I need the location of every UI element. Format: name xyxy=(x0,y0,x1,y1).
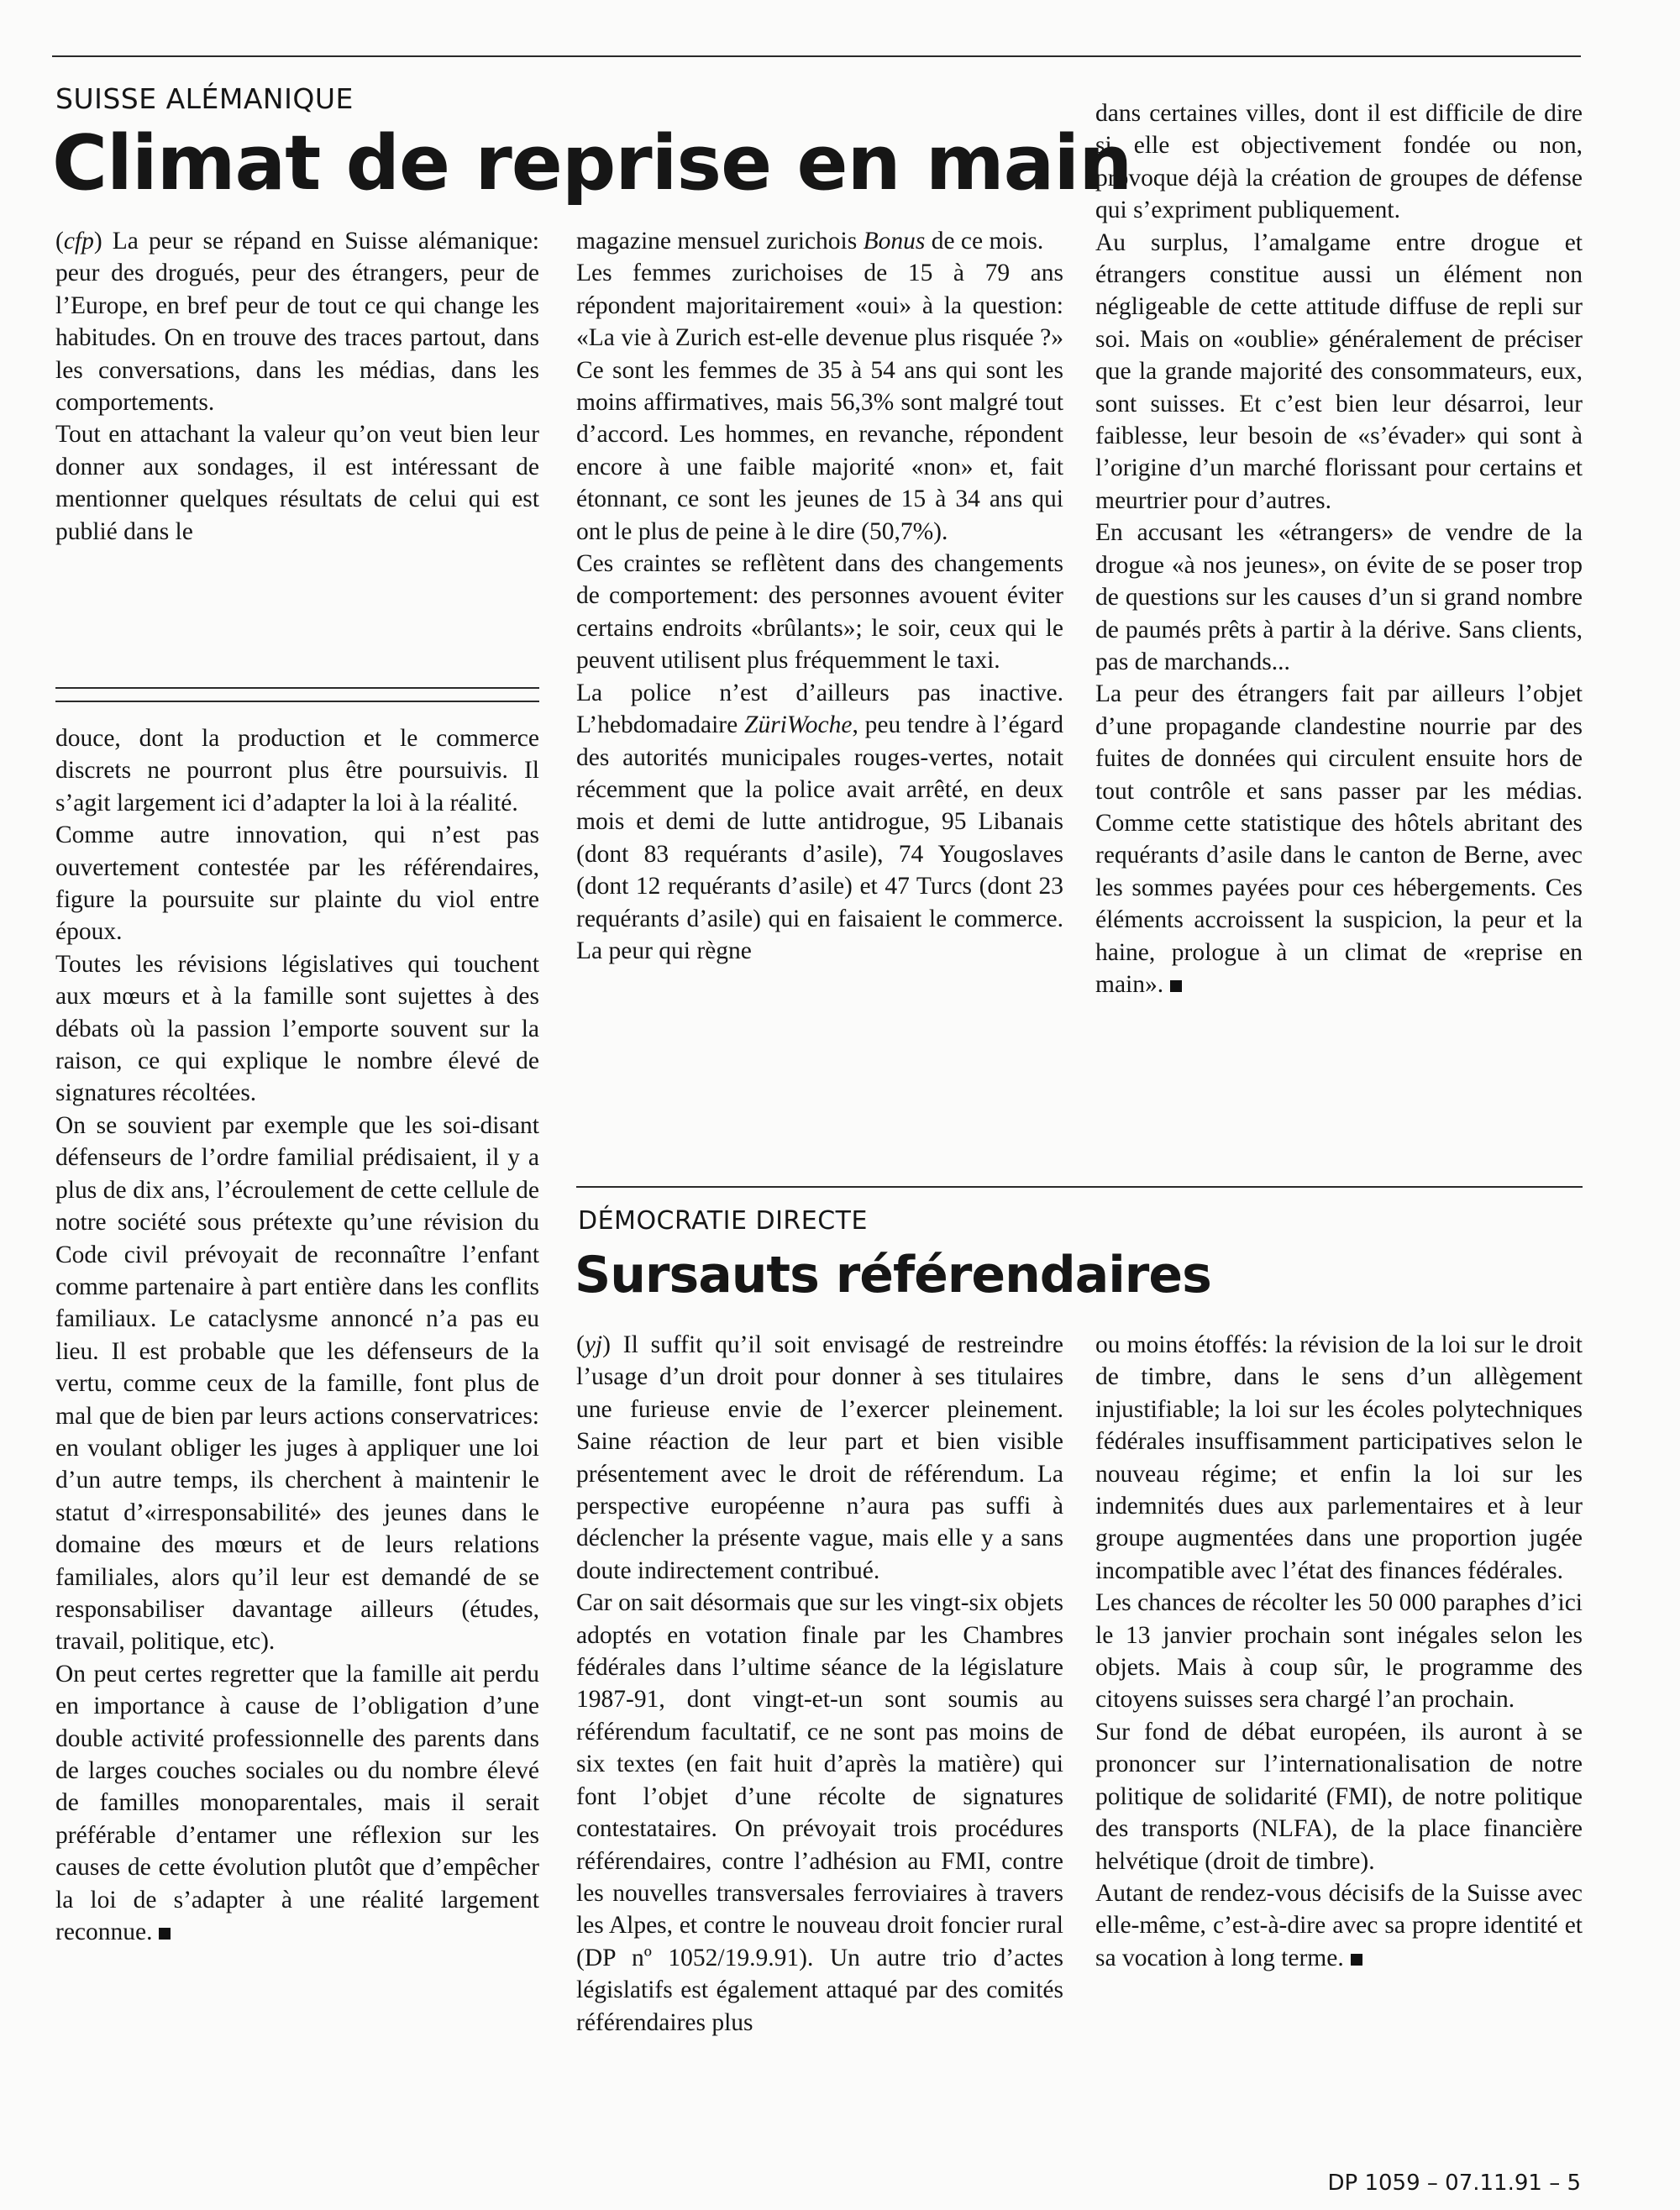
article1-paragraph: Au surplus, l’amalgame entre drogue et étrangers constitue aussi un élément non négligeable de cette attitude diffuse de repli sur soi. Mais on «oublie» généralement de préciser que la grande majorité des consommateurs, eux, sont suisses. Et c’est bien leur désarroi, leur faiblesse, leur besoin de «s’évader» qui sont à l’origine d’un marché florissant pour certains et meurtrier pour d’autres. xyxy=(1095,228,1583,514)
article2-paragraph: Car on sait désormais que sur les vingt-six objets adoptés en votation finale par les Chambres fédérales dans l’ultime séance de la législature 1987-91, dont vingt-et-un sont soumis au référendum facultatif, ce ne sont pas moins de six textes (en fait huit d’après la matière) qui font l’objet d’une récolte de signatures contestataires. On prévoyait trois procédures référendaires, contre l’adhésion au FMI, contre les nouvelles transversales ferroviaires à travers les Alpes, et contre le nouveau droit foncier rural (DP nº 1052/19.9.91). Un autre trio d’actes législatifs est également attaqué par des comités référendaires plus xyxy=(576,1589,1063,2036)
article1-paragraph: La police n’est d’ailleurs pas inactive. L’hebdomadaire ZüriWoche, peu tendre à l’égard des autorités municipales rouges-vertes, notait récemment que la police avait arrêté, en deux mois et demi de lutte antidrogue, 95 Libanais (dont 83 requérants d’asile), 74 Yougoslaves (dont 12 requérants d’asile) et 47 Turcs (dont 23 requérants d’asile) qui en faisaient le commerce. La peur qui règne xyxy=(576,679,1063,964)
article1-paragraph: Ces craintes se reflètent dans des changements de comportement: des personnes avouent éviter certains endroits «brûlants»; le soir, ceux qui le peuvent utilisent plus fréquemment le taxi. xyxy=(576,550,1063,675)
article1-title: Climat de reprise en main xyxy=(52,119,1132,207)
article2-column-2 xyxy=(1095,1329,1583,1974)
article2-paragraph: ou moins étoffés: la révision de la loi sur le droit de timbre, dans le sens d’un allègement injustifiable; la loi sur les écoles polytechniques fédérales insuffisamment participatives selon le nouveau régime; et enfin la loi sur les indemnités dues aux parlementaires et à leur groupe augmentées dans une proportion jugée incompatible avec l’état des finances fédérales. xyxy=(1095,1331,1583,1584)
article1-paragraph: En accusant les «étrangers» de vendre de la drogue «à nos jeunes», on évite de se poser trop de questions sur les causes d’un si grand nombre de paumés prêts à partir à la dérive. Sans clients, pas de marchands... xyxy=(1095,519,1583,675)
continuation-rule-top xyxy=(55,687,539,689)
top-rule xyxy=(52,55,1581,57)
magazine-title: Bonus xyxy=(863,228,926,255)
article1-kicker: SUISSE ALÉMANIQUE xyxy=(55,82,354,115)
article1-paragraph: (cfp) La peur se répand en Suisse alémanique: peur des drogués, peur des étrangers, peur de l’Europe, en bref peur de tout ce qui change les habitudes. On en trouve des traces partout, dans les conversations, dans les médias, dans les comportements. xyxy=(55,228,539,417)
author-initials: cfp xyxy=(63,228,94,255)
article1-column-3 xyxy=(1095,97,1583,1000)
article1-paragraph: dans certaines villes, dont il est difficile de dire si elle est objectivement fondée ou non, provoque déjà la création de groupes de défense qui s’expriment publiquement. xyxy=(1095,100,1583,224)
end-mark-icon xyxy=(159,1928,171,1940)
continuation-paragraph: On peut certes regretter que la famille ait perdu en importance à cause de l’obligation d’une double activité professionnelle des parents dans de larges couches sociales ou du nombre élevé de familles monoparentales, mais il serait préférable d’entamer une réflexion sur les causes de cette évolution plutôt que d’empêcher la loi de s’adapter à une réalité largement reconnue. xyxy=(55,1660,539,1946)
article2-kicker: DÉMOCRATIE DIRECTE xyxy=(578,1206,868,1236)
article2-column-1 xyxy=(576,1329,1063,2039)
article2-paragraph: Sur fond de débat européen, ils auront à se prononcer sur l’internationalisation de notre politique de solidarité (FMI), de notre politique des transports (NLFA), de la place financière helvétique (droit de timbre). xyxy=(1095,1718,1583,1875)
article2-top-rule xyxy=(576,1186,1583,1188)
continuation-column xyxy=(55,722,539,1948)
article1-paragraph: La peur des étrangers fait par ailleurs l’objet d’une propagande clandestine nourrie par des fuites de données qui circulent ensuite hors de tout contrôle et sans passer par les médias. Comme cette statistique des hôtels abritant des requérants d’asile dans le canton de Berne, avec les sommes payées pour ces hébergements. Ces éléments accroissent la suspicion, la peur et la haine, prologue à un climat de «reprise en main». xyxy=(1095,680,1583,998)
page-folio: DP 1059 – 07.11.91 – 5 xyxy=(1327,2171,1581,2196)
article1-column-2 xyxy=(576,225,1063,967)
continuation-paragraph: On se souvient par exemple que les soi-disant défenseurs de l’ordre familial prédisaient, il y a plus de dix ans, l’écroulement de cette cellule de notre société sous prétexte qu’une révision du Code civil prévoyait de reconnaître l’enfant comme partenaire à part entière dans les conflits familiaux. Le cataclysme annoncé n’a pas eu lieu. Il est probable que les défenseurs de la vertu, comme ceux de la famille, font plus de mal que de bien par leurs actions conservatrices: en voulant obliger les juges à appliquer une loi d’un autre temps, ils cherchent à maintenir le statut d’«irresponsabilité» des jeunes dans le domaine des mœurs et de leurs relations familiales, alors qu’il leur est demandé de se responsabiliser davantage ailleurs (études, travail, politique, etc). xyxy=(55,1111,539,1656)
article1-paragraph: Tout en attachant la valeur qu’on veut bien leur donner aux sondages, il est intéressant de mentionner quelques résultats de celui qui est publié dans le xyxy=(55,421,539,545)
article1-column-1 xyxy=(55,225,539,548)
article1-paragraph: magazine mensuel zurichois Bonus de ce mois. xyxy=(576,228,1044,255)
article2-paragraph: Les chances de récolter les 50 000 paraphes d’ici le 13 janvier prochain sont inégales selon les objets. Mais à coup sûr, le programme des citoyens suisses sera chargé l’an prochain. xyxy=(1095,1589,1583,1714)
end-mark-icon xyxy=(1170,980,1182,992)
article2-title: Sursauts référendaires xyxy=(575,1246,1211,1304)
continuation-paragraph: Comme autre innovation, qui n’est pas ouvertement contestée par les référendaires, figure la poursuite sur plainte du viol entre époux. xyxy=(55,822,539,946)
continuation-rule-bottom xyxy=(55,701,539,702)
article2-paragraph: Autant de rendez-vous décisifs de la Suisse avec elle-même, c’est-à-dire avec sa propre identité et sa vocation à long terme. xyxy=(1095,1879,1583,1971)
continuation-paragraph: douce, dont la production et le commerce discrets ne pourront plus être poursuivis. Il s’agit largement ici d’adapter la loi à la réalité. xyxy=(55,725,539,816)
newspaper-title: ZüriWoche xyxy=(744,711,853,739)
article2-paragraph: (yj) Il suffit qu’il soit envisagé de restreindre l’usage d’un droit pour donner à ses titulaires une furieuse envie de l’exercer pleinement. Saine réaction de leur part et bien visible présentement avec le droit de référendum. La perspective européenne n’aura pas suffi à déclencher la présente vague, mais elle y a sans doute indirectement contribué. xyxy=(576,1331,1063,1584)
article1-paragraph: Les femmes zurichoises de 15 à 79 ans répondent majoritairement «oui» à la question: «La vie à Zurich est-elle devenue plus risquée ?» Ce sont les femmes de 35 à 54 ans qui sont les moins affirmatives, mais 56,3% sont malgré tout d’accord. Les hommes, en revanche, répondent encore à une faible majorité «non» et, fait étonnant, ce sont les jeunes de 15 à 34 ans qui ont le plus de peine à le dire (50,7%). xyxy=(576,260,1063,545)
author-initials: yj xyxy=(584,1331,603,1358)
continuation-paragraph: Toutes les révisions législatives qui touchent aux mœurs et à la famille sont sujettes à des débats où la passion l’emporte souvent sur la raison, ce qui explique le nombre élevé de signatures récoltées. xyxy=(55,950,539,1107)
end-mark-icon xyxy=(1351,1954,1362,1966)
